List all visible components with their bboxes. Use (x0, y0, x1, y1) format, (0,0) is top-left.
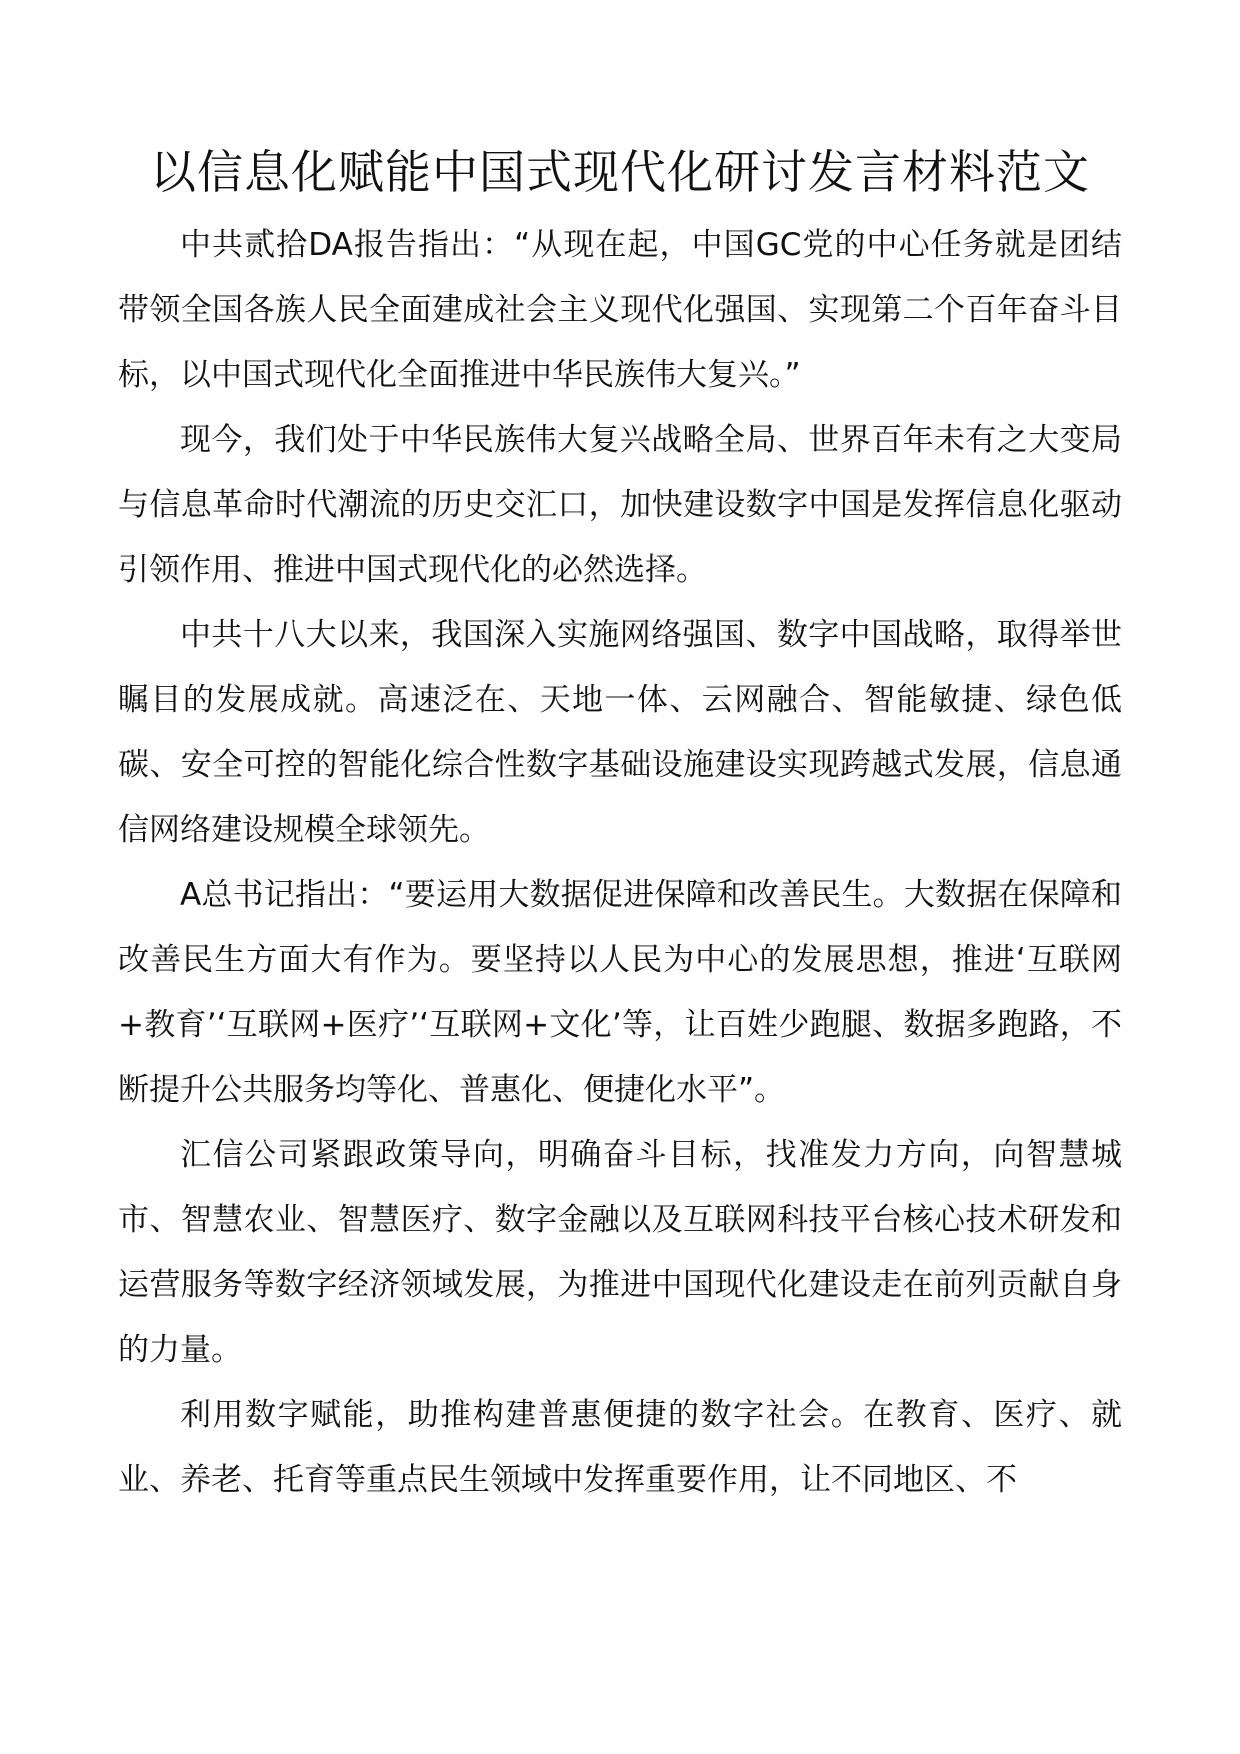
document-title: 以信息化赋能中国式现代化研讨发言材料范文 (150, 145, 1090, 199)
document-body (118, 213, 1122, 1513)
paragraph: 汇信公司紧跟政策导向，明确奋斗目标，找准发力方向，向智慧城市、智慧农业、智慧医疗、数字金融以及互联网科技平台核心技术研发和运营服务等数字经济领域发展，为推进中国现代化建设走在前列贡献自身的力量。 (118, 1137, 1122, 1368)
paragraph: 现今，我们处于中华民族伟大复兴战略全局、世界百年未有之大变局与信息革命时代潮流的历史交汇口，加快建设数字中国是发挥信息化驱动引领作用、推进中国式现代化的必然选择。 (118, 422, 1122, 588)
paragraph: 中共贰拾DA报告指出：“从现在起，中国GC党的中心任务就是团结带领全国各族人民全面建成社会主义现代化强国、实现第二个百年奋斗目标，以中国式现代化全面推进中华民族伟大复兴。” (118, 227, 1122, 393)
paragraph: 中共十八大以来，我国深入实施网络强国、数字中国战略，取得举世瞩目的发展成就。高速泛在、天地一体、云网融合、智能敏捷、绿色低碳、安全可控的智能化综合性数字基础设施建设实现跨越式发展，信息通信网络建设规模全球领先。 (118, 617, 1122, 848)
paragraph: 利用数字赋能，助推构建普惠便捷的数字社会。在教育、医疗、就业、养老、托育等重点民生领域中发挥重要作用，让不同地区、不 (118, 1397, 1122, 1498)
paragraph: A总书记指出：“要运用大数据促进保障和改善民生。大数据在保障和改善民生方面大有作为。要坚持以人民为中心的发展思想，推进‘互联网+教育’‘互联网+医疗’‘互联网+文化’等，让百姓少跑腿、数据多跑路，不断提升公共服务均等化、普惠化、便捷化水平”。 (118, 877, 1122, 1108)
